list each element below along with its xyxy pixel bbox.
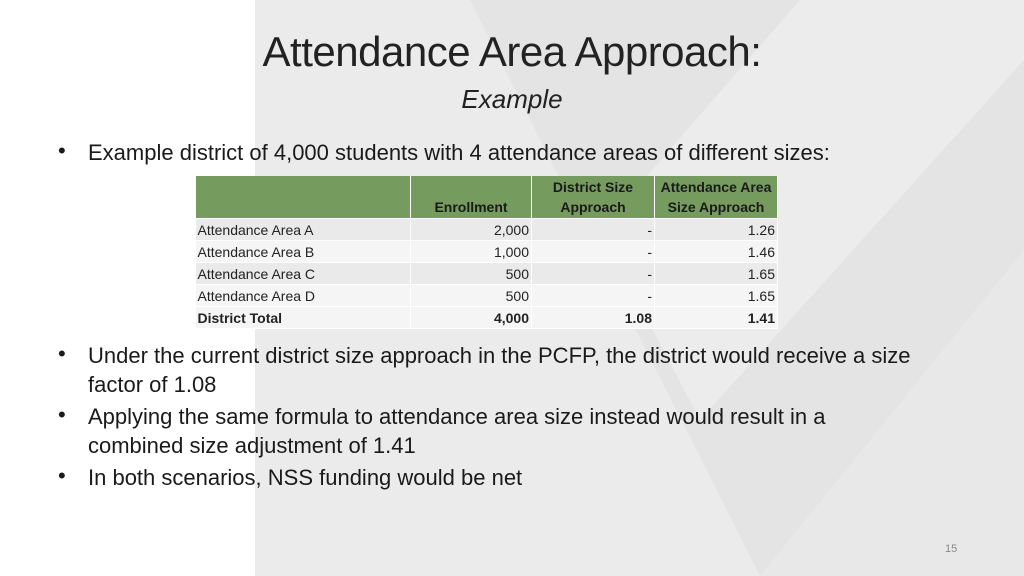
bullet-2 [88, 402, 825, 460]
row-label: Attendance Area A [196, 219, 411, 241]
intro-text: Example district of 4,000 students with 4 attendance areas of different sizes: [88, 140, 830, 165]
total-attendance-size: 1.41 [655, 307, 778, 329]
table-row [196, 285, 778, 307]
district-size-cell: - [532, 241, 655, 263]
header-attendance-size-line1: Attendance Area [660, 179, 772, 195]
table-row [196, 263, 778, 285]
bullet-marker: • [58, 463, 66, 488]
table-header-row [196, 176, 778, 219]
page-number: 15 [945, 543, 958, 555]
attendance-size-cell: 1.65 [655, 285, 778, 307]
header-cell [655, 176, 778, 219]
total-enrollment: 4,000 [411, 307, 532, 329]
attendance-size-cell: 1.26 [655, 219, 778, 241]
header-enrollment: Enrollment [434, 199, 508, 215]
bullet-1 [88, 341, 911, 399]
bullet-2-line1: Applying the same formula to attendance area size instead would result in a [88, 404, 826, 429]
table-total-row [196, 307, 778, 329]
slide-subtitle: Example [461, 84, 563, 114]
bullet-marker: • [58, 402, 66, 427]
district-size-cell: - [532, 219, 655, 241]
header-cell [196, 176, 411, 219]
bullet-marker: • [58, 341, 66, 366]
enrollment-cell: 500 [411, 285, 532, 307]
enrollment-cell: 500 [411, 263, 532, 285]
bullet-2-line2: combined size adjustment of 1.41 [88, 433, 416, 458]
bullet-1-line2: factor of 1.08 [88, 372, 217, 397]
header-attendance-size-line2: Size Approach [667, 199, 765, 215]
bullet-1-line1: Under the current district size approach in the PCFP, the district would receive a size [88, 343, 911, 368]
header-district-size-line1: District Size [552, 179, 634, 195]
row-label: Attendance Area C [196, 263, 411, 285]
header-cell [532, 176, 655, 219]
enrollment-cell: 2,000 [411, 219, 532, 241]
attendance-table [195, 176, 778, 329]
total-district-size: 1.08 [532, 307, 655, 329]
attendance-size-cell: 1.46 [655, 241, 778, 263]
header-district-size-line2: Approach [560, 199, 626, 215]
attendance-size-cell: 1.65 [655, 263, 778, 285]
district-size-cell: - [532, 285, 655, 307]
enrollment-cell: 1,000 [411, 241, 532, 263]
row-label: Attendance Area B [196, 241, 411, 263]
header-cell [411, 176, 532, 219]
table-row [196, 219, 778, 241]
table-row [196, 241, 778, 263]
district-size-cell: - [532, 263, 655, 285]
total-label: District Total [196, 307, 411, 329]
slide-title: Attendance Area Approach: [262, 28, 762, 75]
row-label: Attendance Area D [196, 285, 411, 307]
bullet-3-line1: In both scenarios, NSS funding would be net [88, 465, 523, 490]
bullet-marker: • [58, 138, 66, 163]
bullet-3 [88, 463, 522, 492]
